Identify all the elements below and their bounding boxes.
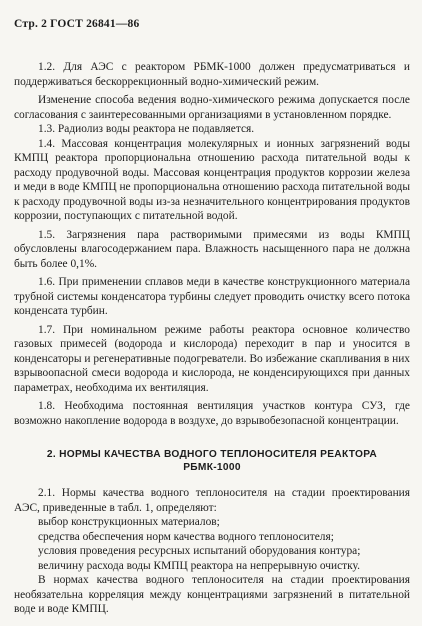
list-item: условия проведения ресурсных испытаний оборудования контура; [38,545,361,557]
paragraph-1-2: 1.2. Для АЭС с реактором РБМК-1000 должен предусматриваться и поддерживаться бескоррекционный водно-химический режим. [14,61,410,88]
paragraph-1-7: 1.7. При номинальном режиме работы реактора основное количество газовых примесей (водорода и кислорода) переходит в пар и уносится в конденсаторы и регенеративные подогреватели. Во избежание скапливания в них взрывоопасной смеси водорода и кислорода, не конденсирующихся при данных параметрах, необходима их вентиляция. [14,323,410,394]
section-2-title [14,448,410,474]
paragraph-1-6: 1.6. При применении сплавов меди в качестве конструкционного материала трубной системы конденсатора турбины следует проводить очистку всего потока конденсата турбин. [14,276,410,317]
list-item: величину расхода воды КМПЦ реактора на непрерывную очистку. [38,559,360,572]
section-2-title-line-2: РБМК-1000 [183,462,241,473]
paragraph-1-8: 1.8. Необходима постоянная вентиляция участков контура СУЗ, где возможно накопление водорода в воздухе, до взрывобезопасной концентрации. [14,400,410,427]
section-2-title-line-1: 2. НОРМЫ КАЧЕСТВА ВОДНОГО ТЕПЛОНОСИТЕЛЯ РЕАКТОРА [46,449,378,460]
paragraph-2-1-note: В нормах качества водного теплоносителя на стадии проектирования необязательна корреляция между концентрациями загрязнений в питательной воде и воде КМПЦ. [14,574,410,615]
document-body [14,60,410,617]
paragraph-1-3: 1.3. Радиолиз воды реактора не подавляется. [38,123,255,135]
paragraph-1-5: 1.5. Загрязнения пара растворимыми примесями из воды КМПЦ обусловлены влагосодержанием пара. Влажность насыщенного пара не должна быть более 0,1%. [14,228,410,270]
list-item: средства обеспечения норм качества водного теплоносителя; [38,530,334,543]
paragraph-1-4: 1.4. Массовая концентрация молекулярных и ионных загрязнений воды КМПЦ реактора пропорциональна отношению расхода питательной воды к расходу продувочной воды. Массовая концентрация продуктов коррозии железа и меди в воде КМПЦ не пропорциональна отношению расхода питательной воды к расходу продувочной воды из-за незначительного концентрирования продуктов коррозии, поступающих с питательной водой. [14,137,410,222]
page-header: Стр. 2 ГОСТ 26841—86 [14,18,140,30]
paragraph-2-1: 2.1. Нормы качества водного теплоносителя на стадии проектирования АЭС, приведенные в табл. 1, определяют: [14,487,410,514]
paragraph-1-2-note: Изменение способа ведения водно-химического режима допускается после согласования с заинтересованными организациями в установленном порядке. [14,94,410,121]
list-item: выбор конструкционных материалов; [38,516,220,528]
